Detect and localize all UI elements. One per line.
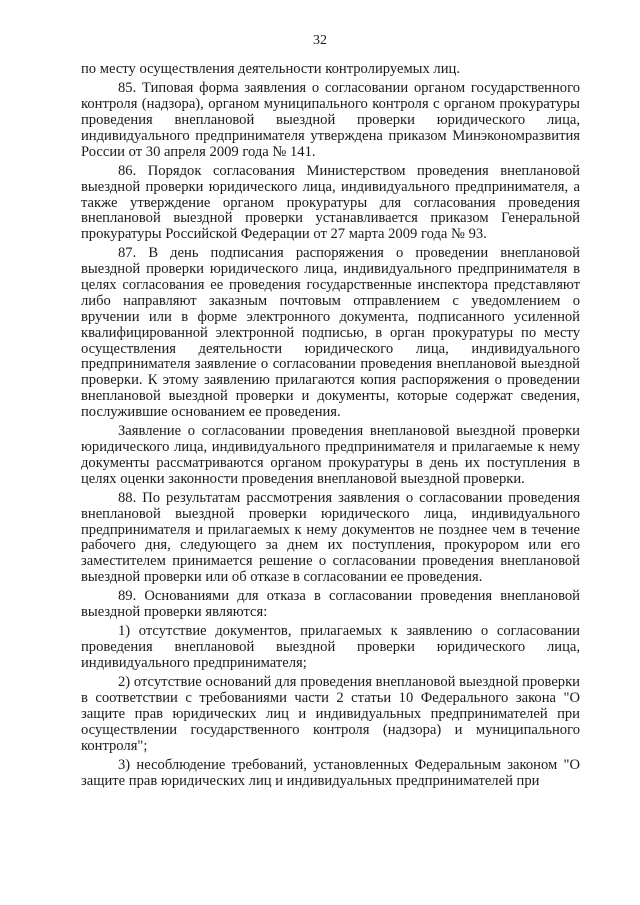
paragraph-89-item-3: 3) несоблюдение требований, установленных Федеральным законом "О защите прав юридических лиц и индивидуальных предпринимателей при (81, 756, 580, 789)
paragraph-89-item-1: 1) отсутствие документов, прилагаемых к заявлению о согласовании проведения внеплановой выездной проверки юридического лица, индивидуального предпринимателя; (81, 623, 580, 672)
paragraph-87: 87. В день подписания распоряжения о проведении внеплановой выездной проверки юридического лица, индивидуального предпринимателя в целях согласования ее проведения государственные инспектора представляют либо направляют заказным почтовым отправлением с уведомлением о вручении или в форме электронного документа, подписанного усиленной квалифицированной электронной подписью, в орган прокуратуры по месту осуществления деятельности юридического лица, индивидуального предпринимателя заявление о согласовании проведения внеплановой выездной проверки. К этому заявлению прилагаются копия распоряжения о проведении внеплановой выездной проверки и документы, которые содержат сведения, послужившие основанием ее проведения. (81, 245, 580, 420)
paragraph-continuation: по месту осуществления деятельности контролируемых лиц. (81, 61, 460, 77)
page-number: 32 (313, 33, 327, 48)
paragraph-89-item-2: 2) отсутствие оснований для проведения внеплановой выездной проверки в соответствии с требованиями части 2 статьи 10 Федерального закона "О защите прав юридических лиц и индивидуальных предпринимателей при осуществлении государственного контроля (надзора) и муниципального контроля"; (81, 674, 580, 754)
paragraph-86: 86. Порядок согласования Министерством проведения внеплановой выездной проверки юридического лица, индивидуального предпринимателя, а также утверждение органом прокуратуры для согласования проведения внеплановой выездной проверки устанавливается приказом Генеральной прокуратуры Российской Федерации от 27 марта 2009 года № 93. (81, 162, 580, 243)
paragraph-88: 88. По результатам рассмотрения заявления о согласовании проведения внеплановой выездной проверки юридического лица, индивидуального предпринимателя и прилагаемых к нему документов не позднее чем в течение рабочего дня, следующего за днем их поступления, прокурором или его заместителем принимается решение о согласовании проведения внеплановой выездной проверки или об отказе в согласовании ее проведения. (81, 489, 580, 586)
paragraph-87-application: Заявление о согласовании проведения внеплановой выездной проверки юридического лица, индивидуального предпринимателя и прилагаемые к нему документы рассматриваются органом прокуратуры в день их поступления в целях оценки законности проведения внеплановой выездной проверки. (81, 423, 580, 487)
paragraph-89: 89. Основаниями для отказа в согласовании проведения внеплановой выездной проверки являются: (81, 588, 580, 621)
document-body (81, 62, 580, 790)
paragraph-85: 85. Типовая форма заявления о согласовании органом государственного контроля (надзора), органом муниципального контроля с органом прокуратуры проведения внеплановой выездной проверки юридического лица, индивидуального предпринимателя утверждена приказом Минэкономразвития России от 30 апреля 2009 года № 141. (81, 80, 580, 160)
